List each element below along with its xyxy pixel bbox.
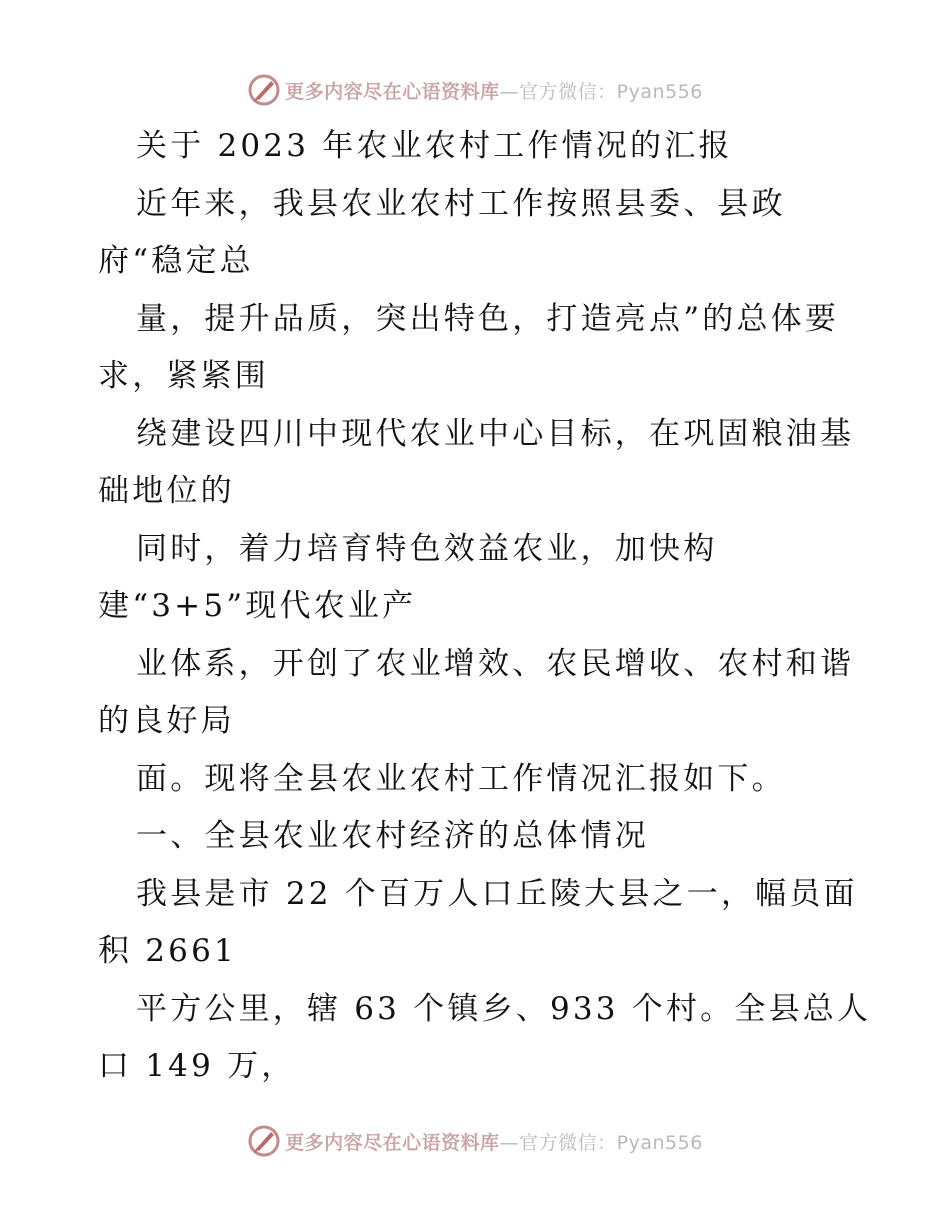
watermark-contact-text: —官方微信：Pyan556 — [499, 1131, 703, 1154]
section-heading: 一、全县农业农村经济的总体情况 — [136, 818, 649, 854]
text-line: 绕建设四川中现代农业中心目标，在巩固粮油基 — [136, 415, 855, 452]
watermark-contact-text: —官方微信：Pyan556 — [499, 80, 703, 103]
text-line: 口 149 万， — [98, 1048, 296, 1084]
watermark-main-text: 更多内容尽在心语资料库 — [285, 80, 500, 103]
text-line: 平方公里，辖 63 个镇乡、933 个村。全县总人 — [136, 990, 872, 1027]
text-line: 府“稳定总 — [98, 243, 254, 279]
text-line: 我县是市 22 个百万人口丘陵大县之一，幅员面 — [136, 875, 858, 912]
text-line: 近年来，我县农业农村工作按照县委、县政 — [136, 185, 786, 222]
document-title: 关于 2023 年农业农村工作情况的汇报 — [136, 128, 733, 164]
text-line: 量，提升品质，突出特色，打造亮点”的总体要 — [136, 300, 840, 337]
footer-watermark — [0, 1121, 950, 1161]
text-line: 础地位的 — [98, 473, 235, 509]
text-line: 的良好局 — [98, 703, 235, 739]
text-line: 求，紧紧围 — [98, 358, 269, 394]
document-body — [98, 118, 872, 1096]
text-line: 面。现将全县农业农村工作情况汇报如下。 — [136, 760, 786, 797]
text-line: 建“3+5”现代农业产 — [98, 588, 417, 624]
text-line: 同时，着力培育特色效益农业，加快构 — [136, 530, 718, 567]
header-watermark — [0, 70, 950, 110]
text-line: 业体系，开创了农业增效、农民增收、农村和谐 — [136, 645, 855, 682]
text-line: 积 2661 — [98, 933, 237, 969]
quill-logo-icon — [247, 73, 281, 107]
watermark-main-text: 更多内容尽在心语资料库 — [285, 1131, 500, 1154]
quill-logo-icon — [247, 1124, 281, 1158]
